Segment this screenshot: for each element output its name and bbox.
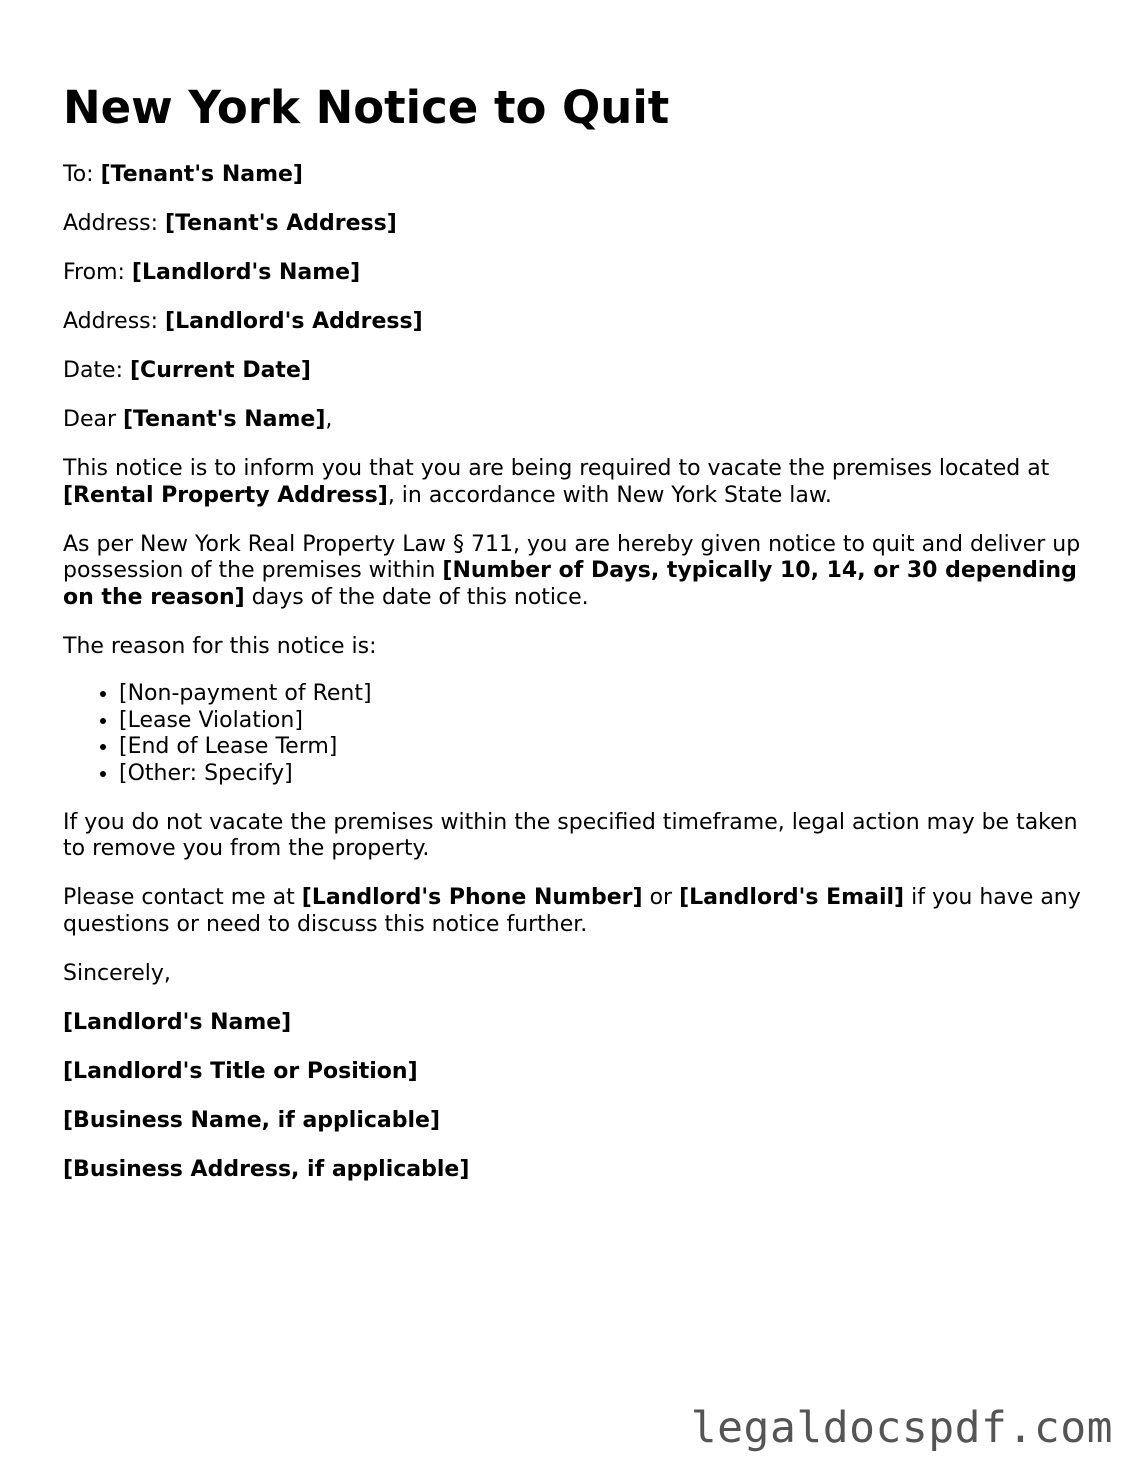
rental-property-address-placeholder: [Rental Property Address] xyxy=(63,482,388,508)
landlord-email-placeholder: [Landlord's Email] xyxy=(679,885,905,910)
document-page xyxy=(63,78,1093,1206)
tenant-address-field xyxy=(63,211,1093,238)
to-label: To: xyxy=(63,162,101,187)
number-of-days-placeholder: [Number of Days, typically 10, 14, or 30 depending on the reason] xyxy=(63,558,1077,610)
reason-item: • [Other: Specify] xyxy=(119,761,1093,788)
signature-business-name-text: [Business Name, if applicable] xyxy=(63,1107,441,1133)
vacate-text-start: This notice is to inform you that you are being required to vacate the premises located at xyxy=(63,456,1050,481)
landlord-name-placeholder: [Landlord's Name] xyxy=(131,260,361,285)
tenant-address-placeholder: [Tenant's Address] xyxy=(165,211,397,236)
from-label: From: xyxy=(63,260,132,285)
law-text-end: days of the date of this notice. xyxy=(244,584,589,610)
vacate-text-end: , in accordance with New York State law. xyxy=(387,482,832,508)
reason-intro: The reason for this notice is: xyxy=(63,633,377,659)
vacate-paragraph xyxy=(63,456,1093,509)
salutation-suffix: , xyxy=(325,407,333,432)
law-paragraph xyxy=(63,532,1093,612)
law-text-start: As per New York Real Property Law § 711, you are hereby given notice to quit and deliver up possession of the premises within xyxy=(63,531,1081,583)
date-label: Date: xyxy=(63,358,130,383)
landlord-address-label: Address: xyxy=(63,309,166,334)
reason-list xyxy=(63,681,1093,787)
reason-item: • [Lease Violation] xyxy=(119,708,1093,735)
legal-action-paragraph: If you do not vacate the premises within the specified timeframe, legal action may be taken to remove you from the property. xyxy=(63,809,1078,861)
tenant-name-placeholder: [Tenant's Name] xyxy=(100,162,303,187)
tenant-address-label: Address: xyxy=(63,211,166,236)
date-field xyxy=(63,358,1093,385)
contact-text-start: Please contact me at xyxy=(63,885,302,910)
signature-business-address-text: [Business Address, if applicable] xyxy=(63,1156,470,1182)
signature-business-address xyxy=(63,1157,1093,1184)
signature-landlord-title xyxy=(63,1059,1093,1086)
signature-business-name xyxy=(63,1108,1093,1135)
document-title: New York Notice to Quit xyxy=(63,81,670,134)
contact-paragraph xyxy=(63,885,1093,938)
landlord-address-placeholder: [Landlord's Address] xyxy=(165,309,423,334)
salutation-tenant-name: [Tenant's Name] xyxy=(123,407,326,432)
from-field xyxy=(63,260,1093,287)
to-field xyxy=(63,162,1093,189)
salutation-prefix: Dear xyxy=(63,407,123,432)
closing: Sincerely, xyxy=(63,960,171,986)
watermark: legaldocspdf.com xyxy=(690,1403,1113,1453)
landlord-address-field xyxy=(63,309,1093,336)
contact-text-end: if you have any questions or need to discuss this notice further. xyxy=(63,885,1081,937)
reason-item: • [End of Lease Term] xyxy=(119,734,1093,761)
reason-item: • [Non-payment of Rent] xyxy=(119,681,1093,708)
salutation xyxy=(63,407,1093,434)
contact-text-or: or xyxy=(642,885,680,910)
signature-landlord-name-text: [Landlord's Name] xyxy=(63,1009,292,1035)
signature-landlord-title-text: [Landlord's Title or Position] xyxy=(63,1058,418,1084)
landlord-phone-placeholder: [Landlord's Phone Number] xyxy=(301,885,643,910)
signature-landlord-name xyxy=(63,1010,1093,1037)
current-date-placeholder: [Current Date] xyxy=(130,358,311,383)
